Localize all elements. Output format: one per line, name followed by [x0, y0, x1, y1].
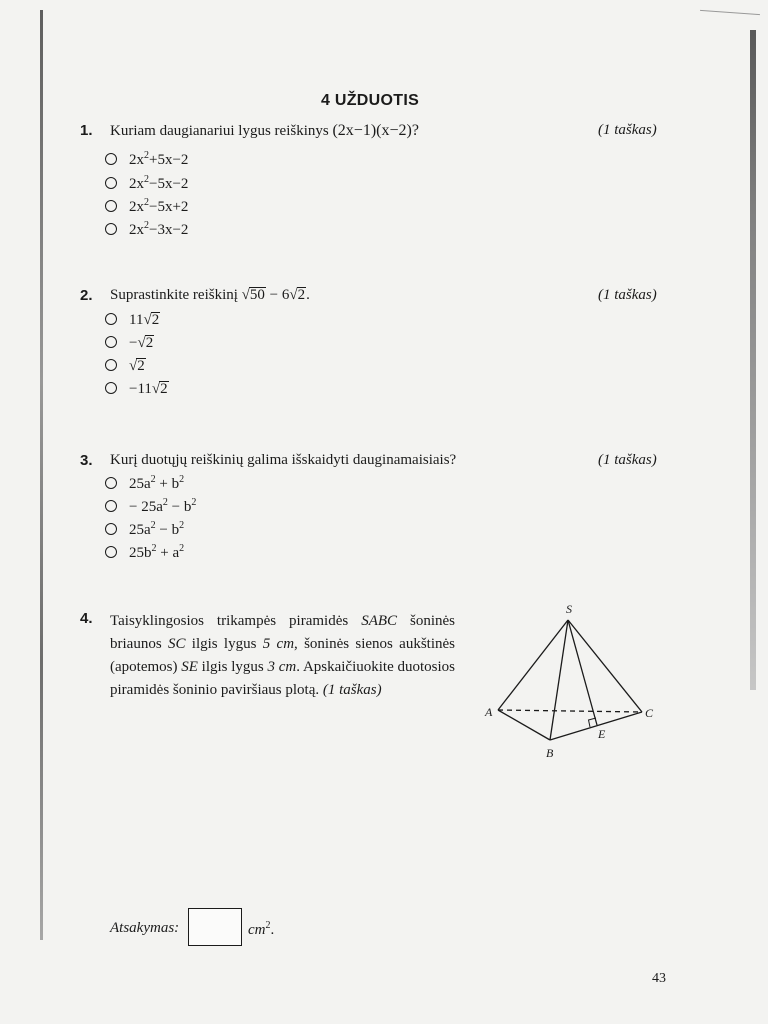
radio-circle-icon[interactable]	[105, 500, 117, 512]
scan-mark-top	[700, 10, 760, 15]
option-exponent: 2	[179, 520, 185, 531]
question-number: 3.	[80, 452, 93, 469]
option-coefficient: −	[129, 335, 138, 351]
apothem-se	[568, 620, 597, 725]
label-a: A	[485, 705, 493, 719]
radicand: 2	[145, 335, 154, 351]
option-term: 25a	[129, 476, 151, 492]
points-label: (1 taškas)	[598, 122, 657, 138]
scan-edge-left	[40, 10, 43, 940]
math-value: 3 cm	[267, 659, 297, 675]
option-coefficient: −11	[129, 381, 152, 397]
unit-base: cm	[248, 922, 266, 938]
option-1a[interactable]	[105, 146, 188, 166]
question-expression: (2x−1)(x−2)?	[332, 122, 419, 139]
answer-label: Atsakymas:	[110, 920, 180, 936]
math-label: SE	[181, 659, 198, 675]
page-title: 4 UŽDUOTIS	[320, 92, 420, 109]
option-1b[interactable]	[105, 170, 188, 190]
question-number: 1.	[80, 122, 93, 139]
option-rest: +5x−2	[149, 152, 189, 168]
text-fragment: šoninės briaunos	[110, 613, 456, 652]
option-3d[interactable]	[105, 539, 184, 559]
question-end: .	[306, 287, 310, 303]
option-exponent: 2	[144, 174, 149, 185]
answer-unit	[248, 920, 274, 939]
option-1d[interactable]	[105, 216, 188, 236]
question-middle: − 6	[265, 287, 290, 303]
option-exponent: 2	[150, 474, 156, 485]
option-exponent: 2	[191, 497, 197, 508]
option-exponent: 2	[144, 220, 149, 231]
radio-circle-icon[interactable]	[105, 223, 117, 235]
label-s: S	[566, 602, 572, 616]
text-fragment: Taisyklingosios trikampės piramidės	[110, 613, 362, 629]
radicand: 2	[137, 358, 145, 374]
option-2b[interactable]: −√2	[105, 333, 154, 353]
option-term: + b	[155, 476, 180, 492]
question-number: 2.	[80, 287, 93, 304]
math-value: 5 cm	[262, 636, 295, 652]
option-2a[interactable]: 11√2	[105, 310, 160, 330]
question-number: 4.	[80, 610, 93, 627]
option-term: 25a	[129, 522, 151, 538]
edge-ab	[498, 710, 550, 740]
option-base: 2x	[129, 152, 144, 168]
text-fragment: , šoninės sienos aukštinės (apotemos)	[110, 636, 455, 675]
radio-circle-icon[interactable]	[105, 313, 117, 325]
edge-sb	[550, 620, 568, 740]
option-term: − b	[167, 499, 192, 515]
option-rest: −3x−2	[149, 222, 189, 238]
radio-circle-icon[interactable]	[105, 177, 117, 189]
text-fragment: ilgis lygus	[185, 636, 263, 652]
edge-sa	[498, 620, 568, 710]
question-text-prefix: Suprastinkite reiškinį	[110, 287, 242, 303]
radio-circle-icon[interactable]	[105, 153, 117, 165]
radio-circle-icon[interactable]	[105, 200, 117, 212]
radio-circle-icon[interactable]	[105, 523, 117, 535]
option-base: 2x	[129, 199, 144, 215]
question-text: Suprastinkite reiškinį √50 − 6√2.	[110, 287, 310, 303]
option-base: 2x	[129, 222, 144, 238]
page-number: 43	[652, 971, 666, 986]
text-fragment: . Apskaičiuokite duotosios piramidės šoninio paviršiaus plotą.	[110, 659, 456, 698]
question-text-prefix: Kuriam daugianariui lygus reiškinys	[110, 123, 333, 139]
option-exponent: 2	[144, 197, 149, 208]
radicand: 50	[249, 287, 265, 303]
unit-end: .	[270, 922, 275, 938]
question-text: Kurį duotųjų reiškinių galima išskaidyti dauginamaisiais?	[110, 452, 457, 468]
question-4-text	[110, 610, 455, 702]
option-1c[interactable]	[105, 193, 188, 213]
points-label: (1 taškas)	[598, 287, 657, 303]
pyramid-figure	[480, 600, 670, 765]
radicand: 2	[151, 312, 160, 328]
label-c: C	[645, 706, 654, 720]
edge-ac-hidden	[498, 710, 642, 712]
text-fragment: ilgis lygus	[197, 659, 268, 675]
option-exponent: 2	[179, 474, 185, 485]
math-label: SABC	[361, 613, 398, 629]
option-3c[interactable]	[105, 516, 184, 536]
math-label: SC	[167, 636, 186, 652]
option-exponent: 2	[179, 543, 185, 554]
option-term: − b	[155, 522, 180, 538]
option-base: 2x	[129, 176, 144, 192]
radicand: 2	[297, 287, 306, 303]
option-2c[interactable]: √2	[105, 356, 146, 376]
option-exponent: 2	[144, 150, 149, 161]
label-e: E	[598, 727, 606, 741]
edge-bc	[550, 712, 642, 740]
scan-edge-right	[750, 30, 756, 690]
option-exponent: 2	[150, 520, 156, 531]
option-term: 25b	[129, 545, 152, 561]
option-rest: −5x−2	[149, 176, 189, 192]
option-coefficient: 11	[129, 312, 144, 328]
question-text	[110, 122, 419, 140]
unit-exponent: 2	[265, 920, 271, 931]
label-b: B	[546, 746, 554, 760]
option-rest: −5x+2	[149, 199, 189, 215]
radio-circle-icon[interactable]	[105, 382, 117, 394]
radio-circle-icon[interactable]	[105, 359, 117, 371]
points-label: (1 taškas)	[322, 682, 382, 698]
radio-circle-icon[interactable]	[105, 546, 117, 558]
option-term: − 25a	[129, 499, 163, 515]
answer-input-box[interactable]	[188, 908, 242, 946]
option-3a[interactable]	[105, 470, 184, 490]
option-term: + a	[156, 545, 180, 561]
option-2d[interactable]: −11√2	[105, 379, 169, 399]
radio-circle-icon[interactable]	[105, 336, 117, 348]
edge-sc	[568, 620, 642, 712]
radio-circle-icon[interactable]	[105, 477, 117, 489]
option-exponent: 2	[162, 497, 168, 508]
radicand: 2	[160, 381, 168, 397]
option-3b[interactable]	[105, 493, 196, 513]
option-exponent: 2	[151, 543, 157, 554]
points-label: (1 taškas)	[598, 452, 657, 468]
